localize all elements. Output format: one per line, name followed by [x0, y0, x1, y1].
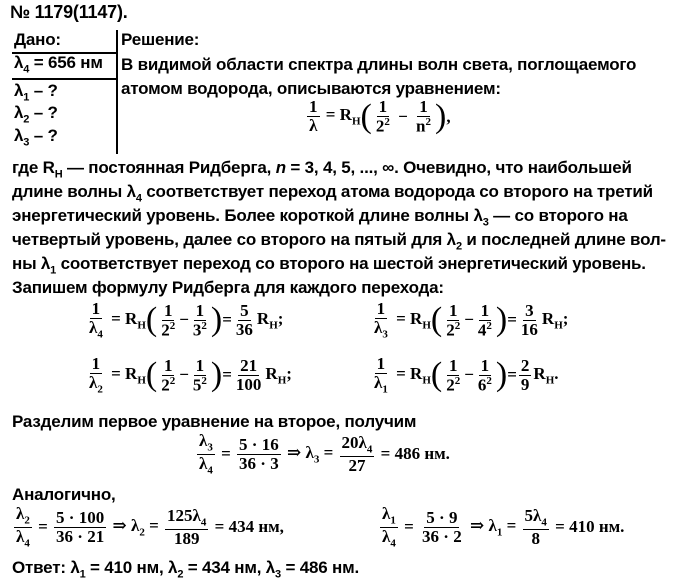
eq-lambda2: $\frac{1}{\lambda_2}$ = $R_H$ ( $\frac{1}{2^2}$ − $\frac{1}{5^2}$ ) = $\frac{21}{100}$ $R_H$; — [89, 354, 292, 396]
eq-result-lambda1: $\frac{\lambda_1}{\lambda_4}$ = $\frac{5 \cdot 9}{36 \cdot 2}$ ⇒ $\lambda_1$ = $\frac{5\lambda_4}{8}$ = 410 нм. — [382, 504, 625, 550]
divide-line: Разделим первое уравнение на второе, получим — [12, 412, 417, 431]
result-lambda3: 486 нм. — [394, 444, 450, 464]
similarly-label: Аналогично, — [12, 485, 116, 504]
result-lambda2: 434 нм, — [228, 517, 284, 537]
eq-result-lambda3: $\frac{\lambda_3}{\lambda_4}$ = $\frac{5 \cdot 16}{36 \cdot 3}$ ⇒ $\lambda_3$ = $\frac{20\lambda_4}{27}$ = 486 нм. — [199, 431, 450, 477]
para-line-1: где $R_H$ — постоянная Ридберга, n = 3, 4, 5, ..., ∞. Очевидно, что наибольшей — [12, 158, 632, 181]
eq-lambda3: $\frac{1}{\lambda_3}$ = $R_H$ ( $\frac{1}{2^2}$ − $\frac{1}{4^2}$ ) = $\frac{3}{16}$ $R_H$; — [374, 299, 569, 341]
intro-line-1: В видимой области спектра длины волн света, поглощаемого — [121, 55, 637, 74]
solution-label: Решение: — [121, 30, 200, 49]
para-line-5: ны $\lambda_1$ соответствует переход со второго на шестой энергетический уровень. — [12, 254, 646, 277]
para-line-6: Запишем формулу Ридберга для каждого перехода: — [12, 278, 444, 297]
answer-line: Ответ: $\lambda_1 = 410$ нм, $\lambda_2 = 434$ нм, $\lambda_3 = 486$ нм. — [12, 558, 359, 581]
para-line-3: энергетический уровень. Более короткой длине волны $\lambda_3$ — со второго на — [12, 206, 628, 229]
eq-lambda4: $\frac{1}{\lambda_4}$ = $R_H$ ( $\frac{1}{2^2}$ − $\frac{1}{3^2}$ ) = $\frac{5}{36}$ $R_H$; — [89, 299, 284, 341]
given-divider-top — [12, 52, 116, 54]
eq-lambda1: $\frac{1}{\lambda_1}$ = $R_H$ ( $\frac{1}{2^2}$ − $\frac{1}{6^2}$ ) = $\frac{2}{9}$ $R_H$. — [374, 354, 559, 396]
result-lambda1: 410 нм. — [569, 517, 625, 537]
unknown-l2: $\lambda_2$ – ? — [14, 103, 58, 126]
unknown-l3: $\lambda_3$ – ? — [14, 126, 58, 149]
intro-line-2: атомом водорода, описываются уравнением: — [121, 79, 501, 98]
para-line-4: четвертый уровень, далее со второго на пятый для $\lambda_2$ и последней длине вол- — [12, 230, 666, 253]
given-value: $\lambda_4 = 656$ нм — [14, 53, 103, 76]
rydberg-formula: $\frac{1}{\lambda}$ = $R_H$ ( $\frac{1}{2^2}$ − $\frac{1}{n^2}$ ) , — [309, 97, 451, 136]
para-line-2: длине волны $\lambda_4$ соответствует переход атома водорода со второго на третий — [12, 182, 653, 205]
given-divider-bottom — [12, 78, 116, 80]
given-vertical-divider — [116, 30, 118, 154]
given-label: Дано: — [14, 30, 61, 49]
eq-result-lambda2: $\frac{\lambda_2}{\lambda_4}$ = $\frac{5 \cdot 100}{36 \cdot 21}$ ⇒ $\lambda_2$ = $\frac{125\lambda_4}{189}$ = 434 нм, — [16, 504, 284, 550]
unknown-l1: $\lambda_1$ – ? — [14, 81, 58, 104]
problem-number: № 1179(1147). — [10, 2, 128, 22]
